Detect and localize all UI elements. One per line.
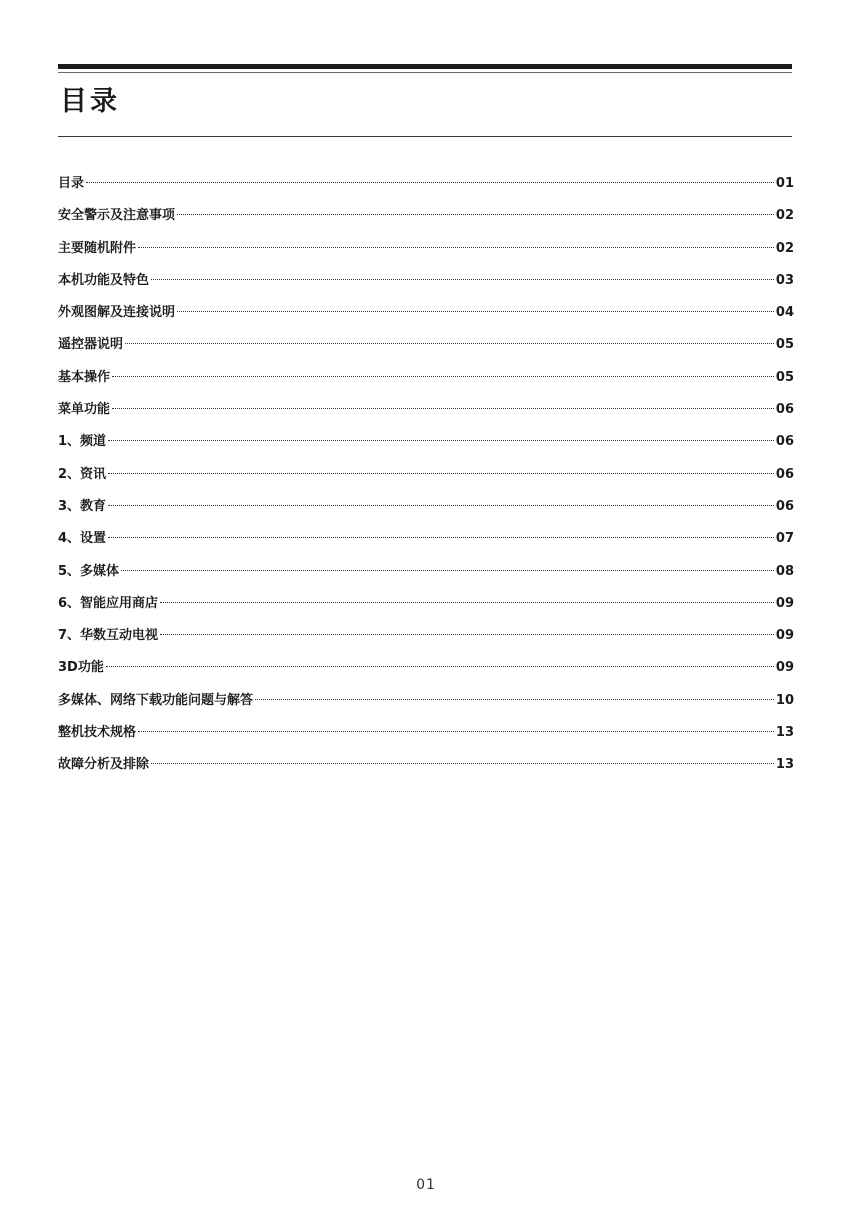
toc-dot-leader bbox=[106, 666, 774, 667]
toc-entry-page: 06 bbox=[775, 434, 794, 450]
toc-dot-leader bbox=[138, 731, 774, 732]
toc-entry-page: 10 bbox=[775, 692, 794, 708]
toc-entry-page: 08 bbox=[775, 563, 794, 579]
toc-entry[interactable] bbox=[58, 426, 794, 458]
toc-dot-leader bbox=[108, 537, 774, 538]
toc-entry-page: 02 bbox=[775, 208, 794, 224]
toc-entry-label: 整机技术规格 bbox=[58, 725, 137, 741]
toc-entry-label: 4、设置 bbox=[58, 531, 107, 547]
toc-entry-page: 04 bbox=[775, 305, 794, 321]
toc-entry-page: 07 bbox=[775, 531, 794, 547]
toc-entry-label: 外观图解及连接说明 bbox=[58, 305, 176, 321]
toc-entry-label: 基本操作 bbox=[58, 369, 111, 385]
toc-entry[interactable] bbox=[58, 265, 794, 297]
toc-entry-page: 01 bbox=[775, 176, 794, 191]
toc-dot-leader bbox=[108, 473, 774, 474]
toc-entry-page: 06 bbox=[775, 466, 794, 482]
table-of-contents bbox=[58, 168, 794, 782]
toc-entry[interactable] bbox=[58, 394, 794, 426]
toc-entry-label: 多媒体、网络下载功能问题与解答 bbox=[58, 692, 254, 708]
header-rule-thin bbox=[58, 72, 792, 73]
toc-entry-page: 13 bbox=[775, 725, 794, 741]
toc-entry-page: 06 bbox=[775, 402, 794, 418]
page-number: 01 bbox=[416, 1177, 436, 1193]
toc-dot-leader bbox=[112, 376, 774, 377]
toc-dot-leader bbox=[112, 408, 774, 409]
toc-dot-leader bbox=[151, 279, 774, 280]
toc-entry[interactable] bbox=[58, 233, 794, 265]
toc-dot-leader bbox=[138, 247, 774, 248]
toc-dot-leader bbox=[108, 440, 774, 441]
toc-entry-page: 03 bbox=[775, 272, 794, 288]
toc-entry[interactable] bbox=[58, 168, 794, 200]
toc-entry[interactable] bbox=[58, 329, 794, 361]
toc-entry-page: 06 bbox=[775, 498, 794, 514]
toc-entry-label: 7、华数互动电视 bbox=[58, 628, 159, 644]
toc-entry-label: 3、教育 bbox=[58, 498, 107, 514]
toc-entry-label: 5、多媒体 bbox=[58, 563, 120, 579]
toc-entry[interactable] bbox=[58, 588, 794, 620]
toc-dot-leader bbox=[255, 699, 774, 700]
toc-dot-leader bbox=[160, 602, 774, 603]
toc-entry-page: 05 bbox=[775, 369, 794, 385]
toc-entry[interactable] bbox=[58, 297, 794, 329]
toc-entry-label: 菜单功能 bbox=[58, 402, 111, 418]
toc-entry[interactable] bbox=[58, 200, 794, 232]
toc-entry[interactable] bbox=[58, 620, 794, 652]
toc-dot-leader bbox=[121, 570, 774, 571]
toc-entry-label: 1、频道 bbox=[58, 434, 107, 450]
toc-entry-label: 主要随机附件 bbox=[58, 240, 137, 256]
toc-entry-page: 05 bbox=[775, 337, 794, 353]
toc-entry[interactable] bbox=[58, 652, 794, 684]
toc-dot-leader bbox=[125, 343, 774, 344]
toc-dot-leader bbox=[177, 311, 774, 312]
toc-entry-label: 目录 bbox=[58, 176, 85, 191]
toc-dot-leader bbox=[151, 763, 774, 764]
toc-entry-label: 3D功能 bbox=[58, 660, 104, 676]
toc-entry[interactable] bbox=[58, 685, 794, 717]
toc-entry-label: 遥控器说明 bbox=[58, 337, 124, 353]
toc-entry[interactable] bbox=[58, 491, 794, 523]
toc-entry[interactable] bbox=[58, 459, 794, 491]
header-rule-thick bbox=[58, 64, 792, 69]
toc-entry[interactable] bbox=[58, 362, 794, 394]
toc-entry-page: 13 bbox=[775, 757, 794, 773]
toc-entry-page: 02 bbox=[775, 240, 794, 256]
toc-entry-label: 6、智能应用商店 bbox=[58, 595, 159, 611]
toc-dot-leader bbox=[177, 214, 774, 215]
page-title: 目录 bbox=[60, 86, 120, 117]
toc-dot-leader bbox=[108, 505, 774, 506]
toc-dot-leader bbox=[160, 634, 774, 635]
toc-entry-page: 09 bbox=[775, 660, 794, 676]
toc-entry-label: 本机功能及特色 bbox=[58, 272, 150, 288]
toc-entry[interactable] bbox=[58, 717, 794, 749]
toc-entry-label: 故障分析及排除 bbox=[58, 757, 150, 773]
title-divider bbox=[58, 136, 792, 137]
toc-entry-page: 09 bbox=[775, 595, 794, 611]
toc-entry[interactable] bbox=[58, 556, 794, 588]
toc-dot-leader bbox=[86, 182, 774, 183]
toc-entry-page: 09 bbox=[775, 628, 794, 644]
toc-entry-label: 安全警示及注意事项 bbox=[58, 208, 176, 224]
toc-entry[interactable] bbox=[58, 523, 794, 555]
toc-entry-label: 2、资讯 bbox=[58, 466, 107, 482]
toc-entry[interactable] bbox=[58, 749, 794, 781]
